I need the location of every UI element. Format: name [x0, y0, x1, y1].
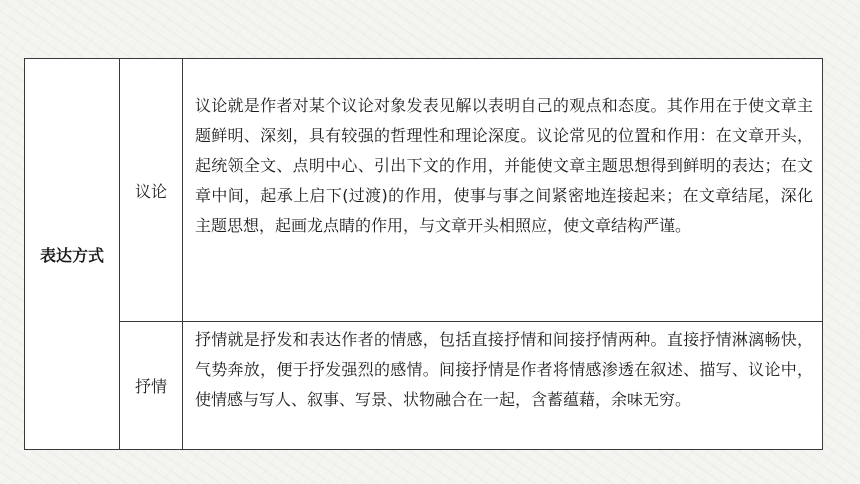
expression-methods-table	[24, 58, 823, 450]
method-cell-argument: 议论	[134, 181, 167, 201]
description-cell-argument: 议论就是作者对某个议论对象发表见解以表明自己的观点和态度。其作用在于使文章主题鲜明、深刻，具有较强的哲理性和理论深度。议论常见的位置和作用：在文章开头，起统领全文、点明中心、引出下文的作用，并能使文章主题思想得到鲜明的表达；在文章中间，起承上启下(过渡)的作用，使事与事之间紧密地连接起来；在文章结尾，深化主题思想，起画龙点睛的作用，与文章开头相照应，使文章结构严谨。	[195, 96, 813, 235]
description-cell-lyric: 抒情就是抒发和表达作者的情感，包括直接抒情和间接抒情两种。直接抒情淋漓畅快，气势奔放，便于抒发强烈的感情。间接抒情是作者将情感渗透在叙述、描写、议论中，使情感与写人、叙事、写景、状物融合在一起，含蓄蕴藉，余味无穷。	[195, 330, 813, 409]
category-cell: 表达方式	[39, 245, 104, 265]
method-cell-lyric: 抒情	[134, 377, 167, 396]
row-divider	[119, 321, 822, 322]
